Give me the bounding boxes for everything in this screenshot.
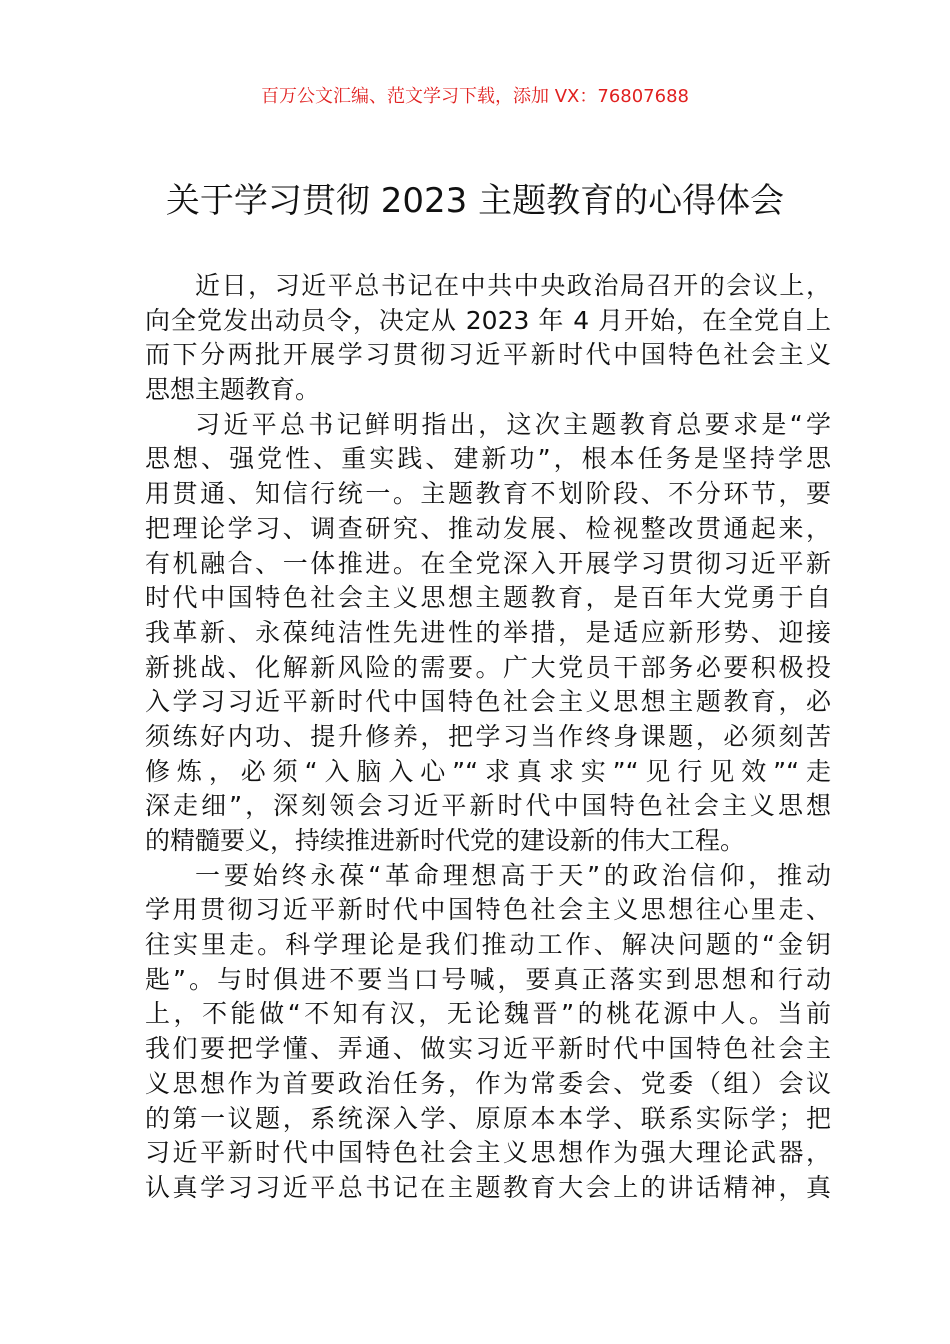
- text-line: 习近平新时代中国特色社会主义思想作为强大理论武器，: [145, 1138, 831, 1168]
- text-line: 一要始终永葆“革命理想高于天”的政治信仰，推动: [195, 860, 831, 890]
- text-line: 深走细”，深刻领会习近平新时代中国特色社会主义思想: [145, 791, 831, 821]
- watermark-header: 百万公文汇编、范文学习下载，添加 VX：76807688: [261, 86, 689, 107]
- paragraph: [145, 269, 831, 408]
- text-line: 有机融合、一体推进。在全党深入开展学习贯彻习近平新: [145, 548, 831, 578]
- text-line: 认真学习习近平总书记在主题教育大会上的讲话精神，真: [145, 1172, 831, 1202]
- text-line: 新挑战、化解新风险的需要。广大党员干部务必要积极投: [145, 652, 831, 682]
- text-line: 习近平总书记鲜明指出，这次主题教育总要求是“学: [195, 409, 831, 439]
- text-line: 入学习习近平新时代中国特色社会主义思想主题教育，必: [145, 687, 831, 717]
- document-body: [145, 269, 831, 1206]
- text-line: 上，不能做“不知有汉，无论魏晋”的桃花源中人。当前: [145, 999, 831, 1029]
- text-line: 思想、强党性、重实践、建新功”，根本任务是坚持学思: [145, 444, 831, 474]
- text-line: 的精髓要义，持续推进新时代党的建设新的伟大工程。: [145, 826, 746, 855]
- text-line: 思想主题教育。: [145, 375, 321, 405]
- text-line: 须练好内功、提升修养，把学习当作终身课题，必须刻苦: [145, 721, 831, 751]
- text-line: 修炼，必须“入脑入心”“求真求实”“见行见效”“走: [145, 756, 831, 786]
- document-title: 关于学习贯彻 2023 主题教育的心得体会: [165, 181, 785, 221]
- text-line: 我革新、永葆纯洁性先进性的举措，是适应新形势、迎接: [145, 617, 831, 647]
- text-line: 而下分两批开展学习贯彻习近平新时代中国特色社会主义: [145, 340, 831, 370]
- text-line: 时代中国特色社会主义思想主题教育，是百年大党勇于自: [145, 583, 831, 613]
- text-line: 向全党发出动员令，决定从 2023 年 4 月开始，在全党自上: [145, 305, 831, 335]
- text-line: 我们要把学懂、弄通、做实习近平新时代中国特色社会主: [145, 1034, 831, 1064]
- text-line: 把理论学习、调查研究、推动发展、检视整改贯通起来，: [145, 513, 831, 543]
- paragraph: [145, 408, 831, 859]
- text-line: 的第一议题，系统深入学、原原本本学、联系实际学；把: [145, 1103, 831, 1133]
- text-line: 义思想作为首要政治任务，作为常委会、党委（组）会议: [145, 1068, 831, 1098]
- text-line: 近日，习近平总书记在中共中央政治局召开的会议上，: [195, 271, 831, 300]
- text-line: 学用贯彻习近平新时代中国特色社会主义思想往心里走、: [145, 895, 831, 925]
- text-line: 用贯通、知信行统一。主题教育不划阶段、不分环节，要: [145, 479, 831, 509]
- paragraph: [145, 859, 831, 1206]
- text-line: 往实里走。科学理论是我们推动工作、解决问题的“金钥: [145, 930, 831, 960]
- text-line: 匙”。与时俱进不要当口号喊，要真正落实到思想和行动: [145, 964, 831, 994]
